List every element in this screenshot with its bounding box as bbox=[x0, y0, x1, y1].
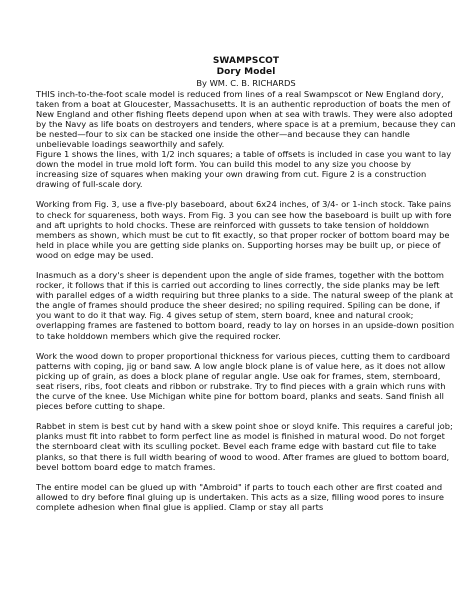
document-author: By WM. C. B. RICHARDS bbox=[196, 78, 296, 88]
document-title: SWAMPSCOT bbox=[212, 56, 280, 66]
paragraph-intro: THIS inch-to-the-foot scale model is reduced from lines of a real Swampscot or New England dory, taken from a boat at Gloucester, Massachusetts. It is an authentic reproduction of boats the men of New England and other fishing fleets depend upon when at sea with trawls. They were also adopted by the Navy as life boats on destroyers and tenders, where space is at a premium, because they can be nested—four to six can be stacked one inside the other—and because they can handle unbelievable loadings seaworthily and safely. bbox=[36, 88, 456, 149]
paragraph-wood: Work the wood down to proper proportional thickness for various pieces, cutting them to cardboard patterns with coping, jig or band saw. A low angle block plane is of value here, as it does not allow picking up of grain, as does a block plane of regular angle. Use oak for frames, stem, sternboard, seat risers, ribs, foot cleats and ribbon or rubstrake. Try to find pieces with a grain which runs with the curve of the knee. Use Michigan white pine for bottom board, planks and seats. Sand finish all pieces before cutting to shape. bbox=[36, 350, 451, 412]
document-subtitle: Dory Model bbox=[216, 67, 276, 77]
paragraph-sheer: Inasmuch as a dory's sheer is dependent upon the angle of side frames, together with the bottom rocker, it follows that if this is carried out according to lines correctly, the side planks may be left with parallel edges of a width requiring but three planks to a side. The natural sweep of the plank at the angle of frames should produce the sheer desired; no spiling required. Spiling can be done, if you want to do it that way. Fig. 4 gives setup of stem, stern board, knee and natural crook; overlapping frames are fastened to bottom board, ready to lay on horses in an upside-down position to take holddown members which give the required rocker. bbox=[36, 270, 455, 341]
paragraph-rabbet: Rabbet in stem is best cut by hand with a skew point shoe or sloyd knife. This requires a careful job; planks must fit into rabbet to form perfect line as model is finished in matural wood. Do not forget the sternboard cleat with its sculling pocket. Bevel each frame edge with bastard cut file to take planks, so that there is full width bearing of wood to wood. After frames are glued to bottom board, bevel bottom board edge to match frames. bbox=[36, 421, 453, 472]
paragraph-baseboard: Working from Fig. 3, use a five-ply baseboard, about 6x24 inches, of 3/4- or 1-inch stock. Take pains to check for squareness, both ways. From Fig. 3 you can see how the baseboard is built up with fore and aft uprights to hold chocks. These are reinforced with gussets to take tension of holddown members as shown, which must be cut to fit exactly, so that proper rocker of bottom board may be held in place while you are getting side planks on. Supporting horses may be built up, or piece of wood on edge may be used. bbox=[36, 199, 452, 260]
paragraph-figure-1: Figure 1 shows the lines, with 1/2 inch squares; a table of offsets is included in case you want to lay down the model in true mold loft form. You can build this model to any size you choose by increasing size of squares when making your own drawing from cut. Figure 2 is a construction drawing of full-scale dory. bbox=[36, 149, 452, 190]
document-page bbox=[36, 56, 456, 512]
paragraph-gluing: The entire model can be glued up with "Ambroid" if parts to touch each other are first coated and allowed to dry before final gluing up is undertaken. This acts as a size, filling wood pores to insure complete adhesion when final glue is applied. Clamp or stay all parts bbox=[36, 481, 444, 512]
